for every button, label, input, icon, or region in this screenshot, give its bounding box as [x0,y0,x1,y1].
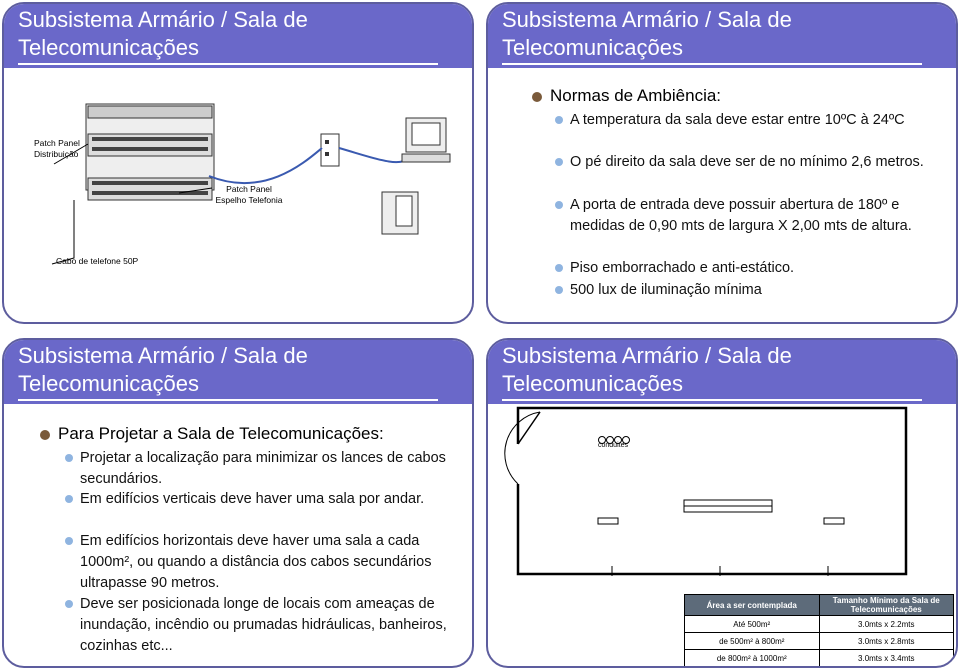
table-row [685,633,954,650]
slide-1-title [18,6,308,62]
door-arc [505,412,540,484]
heading-projetar: Para Projetar a Sala de Telecomunicações: [58,424,384,443]
slide-1 [2,2,474,324]
item-piso: Piso emborrachado e anti-estático. [570,258,930,279]
equip-1 [598,518,618,524]
table-cell: de 800m² à 1000m² [685,650,820,667]
cabo-line [52,200,74,264]
item-lux: 500 lux de iluminação mínima [570,280,930,301]
slide-4-title [502,342,792,398]
table-row [685,616,954,633]
cable-blue-2 [339,148,409,162]
table-cell: Até 500m² [685,616,820,633]
title-line-1: Subsistema Armário / Sala de [502,7,792,32]
title-line-2: Telecomunicações [502,371,683,396]
table-cell: 3.0mts x 2.2mts [819,616,954,633]
item-pe-direito: O pé direito da sala deve ser de no mínimo 2,6 metros. [570,152,930,173]
item-verticais: Em edifícios verticais deve haver uma sala por andar. [80,489,450,510]
table-header-area: Área a ser contemplada [685,595,820,616]
label-patch-espelho: Patch Panel Espelho Telefonia [215,184,283,205]
equip-2 [824,518,844,524]
title-line-1: Subsistema Armário / Sala de [18,343,308,368]
label-conduites: conduites [598,442,628,449]
size-table [684,594,954,667]
title-line-2: Telecomunicações [18,371,199,396]
title-rule [18,63,438,65]
slide-2-header [488,4,956,68]
slide-3-title [18,342,308,398]
title-line-2: Telecomunicações [18,35,199,60]
wall-socket [321,134,339,166]
door-leaf [518,412,540,444]
keyboard-icon [402,154,450,162]
heading-normas: Normas de Ambiência: [550,86,722,105]
item-temperatura: A temperatura da sala deve estar entre 10ºC à 24ºC [570,110,930,131]
slide-4 [486,338,958,668]
title-line-1: Subsistema Armário / Sala de [18,7,308,32]
slide-2 [486,2,958,324]
slide-4-header [488,340,956,404]
room-walls [518,408,906,574]
slide-3-body [4,404,472,666]
title-rule [502,399,922,401]
slide-3 [2,338,474,668]
slide-4-body [488,404,956,666]
label-patch-distribuicao: Patch Panel Distribuição [34,138,80,159]
table-header-row [685,595,954,616]
item-localizacao: Projetar a localização para minimizar os lances de cabos secundários. [80,448,450,490]
item-posicionada: Deve ser posicionada longe de locais com ameaças de inundação, incêndio ou prumadas hidráulicas, banheiros, cozinhas etc... [80,594,450,657]
slide-1-body [4,68,472,322]
title-line-2: Telecomunicações [502,35,683,60]
slide-1-header [4,4,472,68]
switch-unit [88,106,212,118]
label-cabo: Cabo de telefone 50P [56,256,139,266]
title-line-1: Subsistema Armário / Sala de [502,343,792,368]
slide-2-body [488,68,956,322]
table-cell: 3.0mts x 2.8mts [819,633,954,650]
item-porta: A porta de entrada deve possuir abertura de 180º e medidas de 0,90 mts de largura X 2,00 mts de altura. [570,195,930,237]
table-cell: de 500m² à 800m² [685,633,820,650]
table-header-tamanho: Tamanho Mínimo da Sala de Telecomunicações [819,595,954,616]
title-rule [502,63,922,65]
slide-3-header [4,340,472,404]
table-cell: 3.0mts x 3.4mts [819,650,954,667]
title-rule [18,399,438,401]
slide-2-title [502,6,792,62]
cable-blue [209,148,322,183]
table-row [685,650,954,667]
item-horizontais: Em edifícios horizontais deve haver uma sala a cada 1000m², ou quando a distância dos cabos secundários ultrapasse 90 metros. [80,531,450,594]
